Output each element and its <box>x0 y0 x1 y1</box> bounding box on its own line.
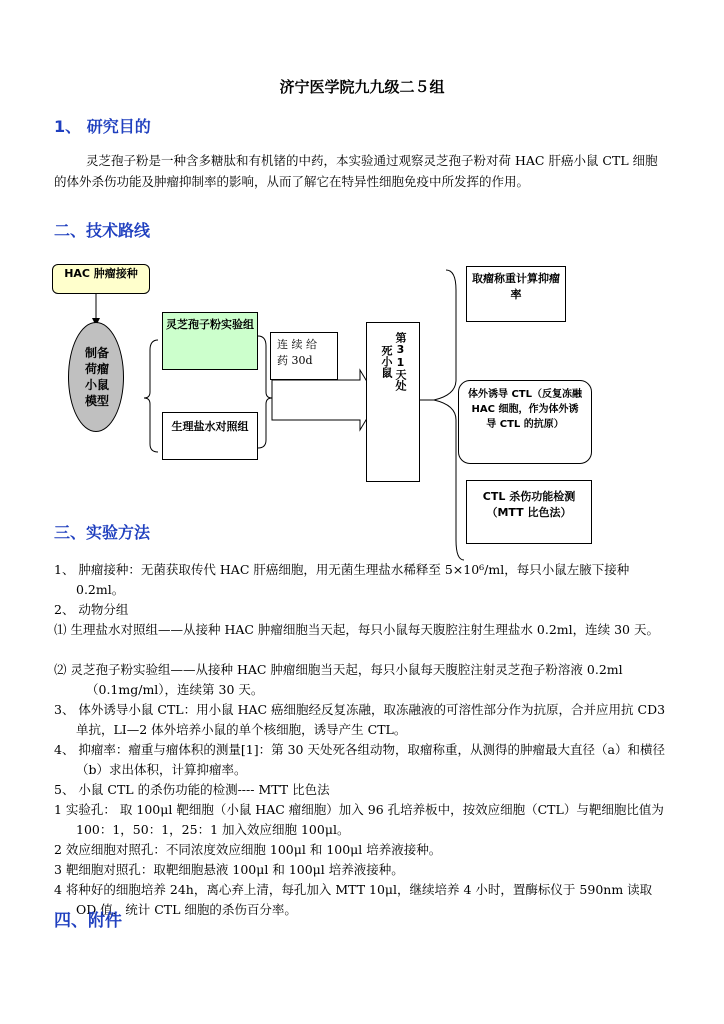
method-item-5-2: 2 效应细胞对照孔：不同浓度效应细胞 100μl 和 100μl 培养液接种。 <box>54 842 442 857</box>
continuous-dosing-box: 连 续 给 药 30d <box>270 332 338 380</box>
day31-sacrifice-label: 第31天处死小鼠 <box>380 331 407 391</box>
tumor-model-ellipse <box>68 322 124 432</box>
method-item-5: 5、 小鼠 CTL 的杀伤功能的检测---- MTT 比色法 <box>54 782 330 797</box>
heading-experimental-methods: 三、实验方法 <box>54 523 151 542</box>
research-purpose-paragraph: 灵芝孢子粉是一种含多糖肽和有机锗的中药，本实验通过观察灵芝孢子粉对荷 HAC 肝癌小鼠 CTL 细胞的体外杀伤功能及肿瘤抑制率的影响，从而了解它在特异性细胞免疫中所发挥的作用。 <box>54 153 658 189</box>
in-vitro-ctl-induction-box: 体外诱导 CTL（反复冻融 HAC 细胞，作为体外诱导 CTL 的抗原） <box>458 380 592 464</box>
tumor-model-label: 制备荷瘤小鼠模型 <box>84 346 109 408</box>
lingzhi-experiment-group-box: 灵芝孢子粉实验组 <box>162 312 258 370</box>
method-item-2-2: ⑵ 灵芝孢子粉实验组——从接种 HAC 肿瘤细胞当天起，每只小鼠每天腹腔注射灵芝孢子粉溶液 0.2ml（0.1mg/ml），连续第 30 天。 <box>54 662 623 697</box>
hac-inoculation-box: HAC 肿瘤接种 <box>52 264 150 294</box>
day31-sacrifice-box <box>366 322 420 482</box>
saline-control-group-box: 生理盐水对照组 <box>162 412 258 460</box>
method-item-5-1: 1 实验孔： 取 100μl 靶细胞（小鼠 HAC 瘤细胞）加入 96 孔培养板中，按效应细胞（CTL）与靶细胞比值为 100：1，50：1，25：1 加入效应细胞 100μl。 <box>54 802 664 837</box>
method-item-2: 2、 动物分组 <box>54 602 129 617</box>
ctl-killing-assay-box: CTL 杀伤功能检测（MTT 比色法） <box>466 480 592 544</box>
heading-attachments: 四、附件 <box>54 911 122 931</box>
method-item-5-4: 4 将种好的细胞培养 24h，离心弃上清，每孔加入 MTT 10μl，继续培养 4 小时，置酶标仪于 590nm 读取 OD 值，统计 CTL 细胞的杀伤百分率。 <box>54 882 653 917</box>
method-item-4: 4、 抑瘤率：瘤重与瘤体积的测量[1]：第 30 天处死各组动物，取瘤称重，从测得的肿瘤最大直径（a）和横径（b）求出体积，计算抑瘤率。 <box>54 742 665 777</box>
method-item-3: 3、 体外诱导小鼠 CTL：用小鼠 HAC 癌细胞经反复冻融，取冻融液的可溶性部分作为抗原，合并应用抗 CD3 单抗，LI—2 体外培养小鼠的单个核细胞，诱导产生 CTL。 <box>54 702 666 737</box>
method-item-1: 1、 肿瘤接种：无菌获取传代 HAC 肝癌细胞，用无菌生理盐水稀释至 5×10⁶/ml，每只小鼠左腋下接种 0.2ml。 <box>54 562 630 597</box>
method-item-2-1: ⑴ 生理盐水对照组——从接种 HAC 肿瘤细胞当天起，每只小鼠每天腹腔注射生理盐水 0.2ml，连续 30 天。 <box>54 622 659 637</box>
heading-technical-route: 二、技术路线 <box>54 221 151 240</box>
tumor-weighing-box: 取瘤称重计算抑瘤率 <box>466 266 566 322</box>
method-item-5-3: 3 靶细胞对照孔：取靶细胞悬液 100μl 和 100μl 培养液接种。 <box>54 862 404 877</box>
page-title: 济宁医学院九九级二５组 <box>279 78 445 96</box>
heading-research-purpose: 1、 研究目的 <box>54 117 151 136</box>
